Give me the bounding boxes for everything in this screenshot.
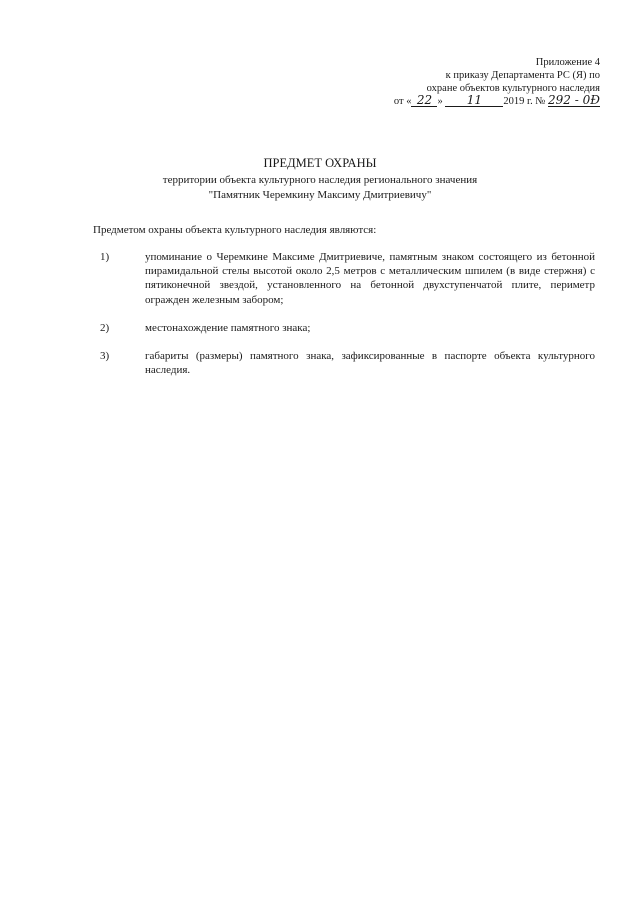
list-item-text: габариты (размеры) памятного знака, зафиксированные в паспорте объекта культурного наследия. <box>145 350 595 377</box>
list-item-number: 2) <box>100 322 110 334</box>
intro-paragraph: Предметом охраны объекта культурного наследия являются: <box>93 224 377 236</box>
annex-date-line <box>394 95 600 108</box>
annex-title: Приложение 4 <box>535 57 600 68</box>
subtitle-line-1: территории объекта культурного наследия регионального значения <box>162 174 478 186</box>
order-number: 292 - 0Ð <box>548 93 600 107</box>
document-subtitle <box>0 173 640 203</box>
list-item-text: упоминание о Черемкине Максиме Дмитриевиче, памятным знаком состоящего из бетонной пирамидальной стелы высотой около 2,5 метров с металлическим шпилем (в виде стержня) с пятиконечной звездой, установленного на бетонной двухступенчатой плите, периметр огражден железным забором; <box>145 251 595 306</box>
list-item-text: местонахождение памятного знака; <box>145 322 311 334</box>
date-mid: » <box>437 96 443 107</box>
date-year: 2019 г. № <box>503 96 546 107</box>
annex-order-reference: к приказу Департамента РС (Я) по <box>445 70 600 81</box>
list-item <box>100 321 595 335</box>
date-day: 22 <box>411 95 437 107</box>
document-title: ПРЕДМЕТ ОХРАНЫ <box>263 156 377 170</box>
list-item <box>100 349 595 377</box>
list-item-number: 3) <box>100 350 110 362</box>
list-item <box>100 250 595 307</box>
annex-department: охране объектов культурного наследия <box>426 83 600 94</box>
list-item-number: 1) <box>100 251 110 263</box>
date-prefix: от « <box>393 96 412 107</box>
annex-header <box>394 56 600 108</box>
date-month: 11 <box>445 95 503 107</box>
subtitle-line-2: "Памятник Черемкину Максиму Дмитриевичу" <box>208 189 432 201</box>
